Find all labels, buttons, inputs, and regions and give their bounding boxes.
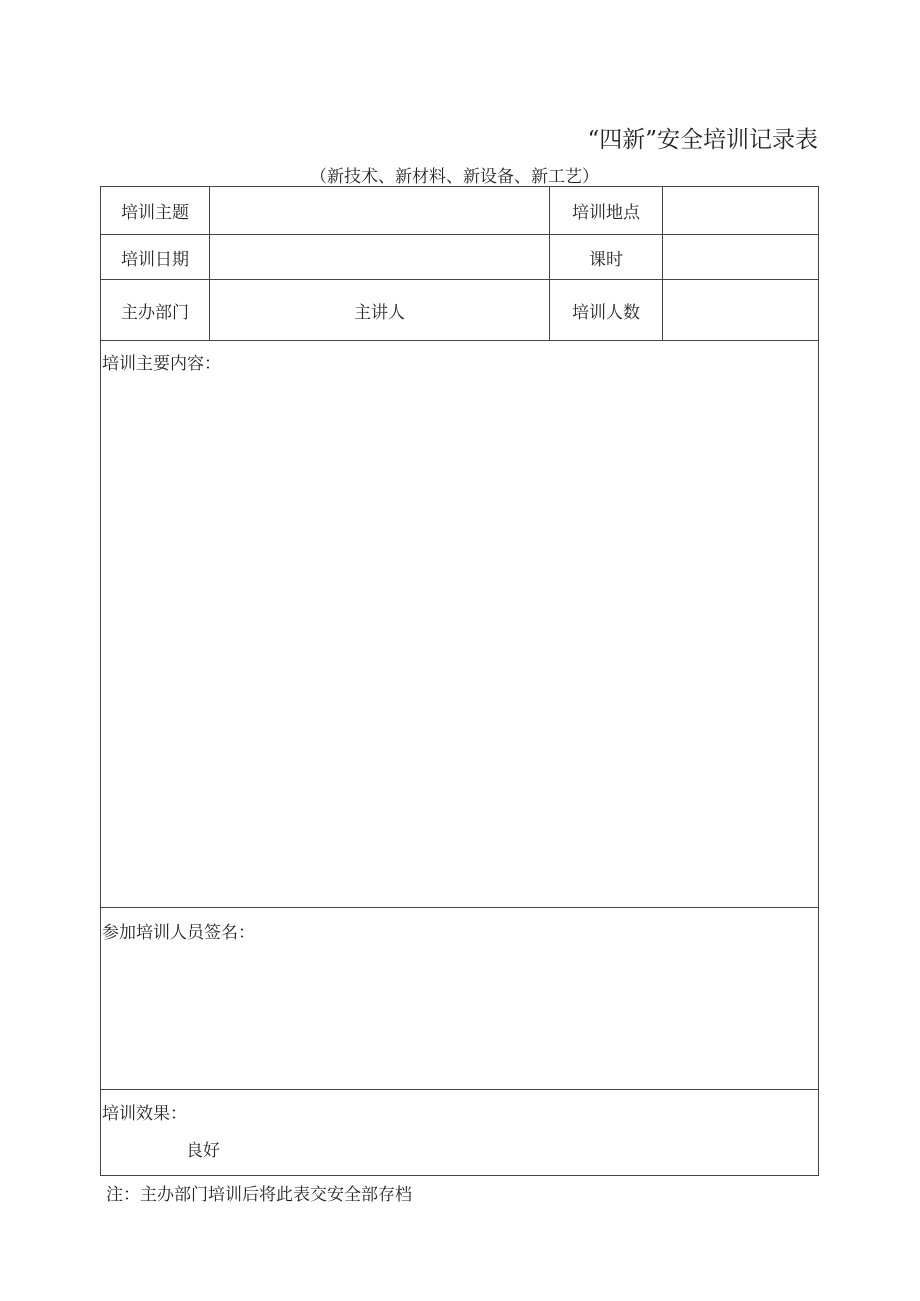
signature-label: 参加培训人员签名： — [102, 923, 255, 943]
row-date — [101, 235, 818, 280]
lecturer-label: 主讲人 — [209, 280, 549, 340]
topic-field[interactable] — [209, 187, 549, 234]
effect-value: 良好 — [186, 1141, 220, 1161]
footer-note: 注：主办部门培训后将此表交安全部存档 — [106, 1185, 412, 1205]
trainee-count-field[interactable] — [662, 280, 818, 340]
page-title: “四新”安全培训记录表 — [587, 127, 818, 153]
department-label: 主办部门 — [121, 302, 189, 323]
row-topic — [101, 187, 818, 235]
date-field[interactable] — [209, 235, 549, 279]
date-label: 培训日期 — [121, 249, 189, 270]
hours-label: 课时 — [549, 235, 662, 279]
training-record-form — [100, 186, 819, 1176]
topic-label: 培训主题 — [121, 203, 189, 223]
page-subtitle: （新技术、新材料、新设备、新工艺） — [310, 167, 599, 187]
row-department — [101, 280, 818, 341]
effect-label: 培训效果： — [102, 1104, 187, 1124]
trainee-count-label: 培训人数 — [549, 280, 662, 340]
content-section[interactable] — [101, 341, 818, 908]
hours-field[interactable] — [662, 235, 818, 279]
content-label: 培训主要内容： — [102, 354, 221, 374]
effect-section[interactable] — [101, 1090, 818, 1175]
location-field[interactable] — [662, 187, 818, 234]
location-label: 培训地点 — [549, 187, 662, 234]
signature-section[interactable] — [101, 908, 818, 1090]
